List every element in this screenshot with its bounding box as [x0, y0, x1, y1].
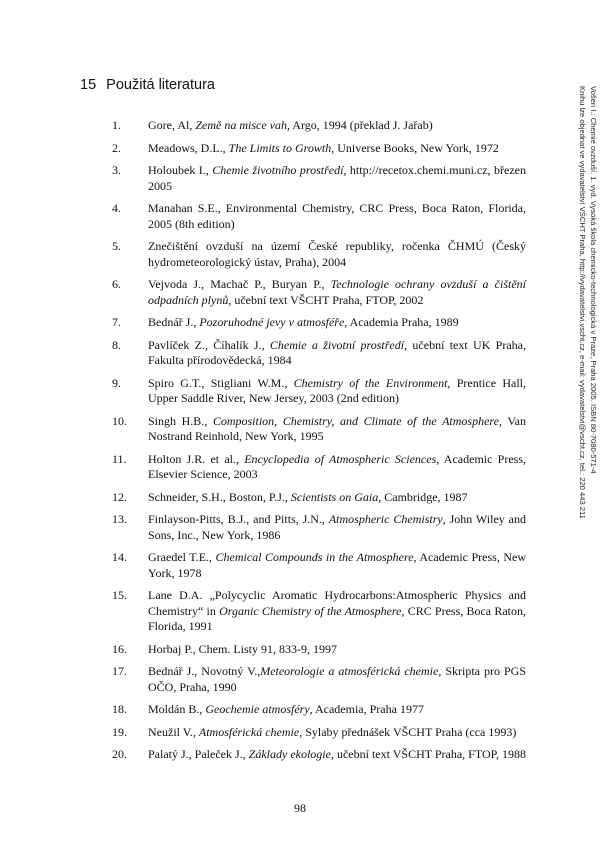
- reference-item: [108, 239, 526, 270]
- reference-segment: Horbaj P., Chem. Listy 91, 833-9, 1997: [148, 641, 337, 656]
- reference-segment: Neužil V.,: [148, 724, 199, 739]
- reference-segment: Palatý J., Paleček J.,: [148, 747, 249, 761]
- reference-segment: , http://recetox.chemi.muni.cz, březen 2005: [148, 163, 526, 193]
- reference-segment: Holton J.R. et al.,: [148, 451, 245, 466]
- reference-number: 16.: [112, 641, 127, 656]
- reference-text: [148, 163, 526, 194]
- reference-text: [148, 747, 526, 763]
- reference-text: [148, 664, 526, 695]
- reference-segment: Lane D.A. „Polycyclic Aromatic Hydrocarbons:Atmospheric Physics and Chemistry“ in: [148, 588, 526, 618]
- reference-title: Chemistry of the Environment: [293, 375, 448, 390]
- reference-text: [148, 376, 526, 407]
- reference-item: [108, 201, 526, 232]
- reference-item: [108, 642, 526, 658]
- reference-number: 6.: [112, 277, 121, 291]
- reference-item: [108, 414, 526, 445]
- reference-segment: , Cambridge, 1987: [378, 489, 468, 504]
- reference-number: 20.: [112, 747, 127, 761]
- reference-item: [108, 512, 526, 543]
- reference-segment: Znečištění ovzduší na území České republiky, ročenka ČHMÚ (Český hydrometeorologický ústav, Praha), 2004: [148, 239, 526, 269]
- reference-text: [148, 414, 526, 445]
- reference-segment: Manahan S.E., Environmental Chemistry, CRC Press, Boca Raton, Florida, 2005 (8th edition): [148, 201, 526, 231]
- reference-segment: Bednář J., Novotný V.,: [148, 664, 261, 678]
- reference-segment: Vejvoda J., Machač P., Buryan P.,: [148, 277, 331, 291]
- reference-segment: , Prentice Hall, Upper Saddle River, New Jersey, 2003 (2nd edition): [148, 375, 526, 405]
- reference-segment: Meadows, D.L.,: [148, 140, 229, 155]
- reference-text: [148, 239, 526, 270]
- reference-title: Encyclopedia of Atmospheric Sciences: [244, 451, 437, 466]
- reference-item: [108, 702, 526, 718]
- side-note-line-1: Vošeri I.: Chemie ovzduší. 1. vyd. Vysoká škola chemicko-technologická v Praze, Praha 2005. ISBN 80-7080-571-4: [589, 86, 598, 474]
- reference-text: [148, 452, 526, 483]
- reference-item: [108, 141, 526, 157]
- reference-text: [148, 702, 526, 718]
- reference-segment: , Van Nostrand Reinhold, New York, 1995: [148, 413, 526, 443]
- reference-title: Základy ekologie: [248, 747, 331, 761]
- reference-text: [148, 490, 526, 506]
- reference-segment: , učební text UK Praha, Fakulta přírodovědecká, 1984: [148, 337, 526, 367]
- reference-number: 9.: [112, 375, 121, 390]
- reference-number: 18.: [112, 702, 127, 716]
- reference-segment: , CRC Press, Boca Raton, Florida, 1991: [148, 603, 526, 633]
- reference-segment: Schneider, S.H., Boston, P.J.,: [148, 489, 291, 504]
- reference-item: [108, 338, 526, 369]
- reference-item: [108, 588, 526, 635]
- reference-title: The Limits to Growth: [228, 140, 332, 155]
- reference-title: Composition, Chemistry, and Climate of the Atmosphere: [212, 413, 499, 428]
- reference-title: Země na misce vah: [195, 118, 287, 132]
- reference-item: [108, 376, 526, 407]
- reference-item: [108, 163, 526, 194]
- reference-text: [148, 277, 526, 308]
- reference-item: [108, 664, 526, 695]
- reference-title: Geochemie atmosféry: [205, 702, 310, 716]
- section-title: Použitá literatura: [106, 77, 215, 93]
- reference-text: [148, 201, 526, 232]
- reference-segment: , Academia Praha, 1989: [344, 315, 459, 329]
- reference-text: [148, 642, 526, 658]
- reference-segment: , Academic Press, New York, 1978: [148, 550, 526, 580]
- reference-text: [148, 118, 526, 134]
- reference-segment: , John Wiley and Sons, Inc., New York, 1986: [148, 512, 526, 542]
- reference-item: [108, 725, 526, 741]
- reference-segment: , učební text VŠCHT Praha, FTOP, 2002: [228, 292, 424, 307]
- reference-item: [108, 118, 526, 134]
- side-note: [573, 86, 599, 646]
- reference-segment: Pavlíček Z., Číhalík J.,: [148, 337, 270, 352]
- reference-segment: Holoubek I.,: [148, 163, 213, 177]
- reference-text: [148, 512, 526, 543]
- reference-segment: Singh H.B.,: [148, 413, 213, 428]
- page-number: 98: [294, 801, 306, 815]
- reference-text: [148, 338, 526, 369]
- reference-title: Organic Chemistry of the Atmosphere: [219, 603, 402, 618]
- reference-number: 10.: [112, 413, 127, 428]
- reference-number: 1.: [112, 118, 121, 132]
- reference-number: 17.: [112, 664, 127, 678]
- reference-segment: Moldán B.,: [148, 702, 206, 716]
- reference-item: [108, 490, 526, 506]
- reference-item: [108, 315, 526, 331]
- reference-segment: , učební text VŠCHT Praha, FTOP, 1988: [330, 747, 526, 761]
- reference-title: Scientists on Gaia: [290, 489, 379, 504]
- reference-segment: Spiro G.T., Stigliani W.M.,: [148, 375, 294, 390]
- reference-title: Atmosférická chemie: [198, 724, 300, 739]
- reference-number: 13.: [112, 512, 127, 526]
- reference-segment: Bednář J.,: [148, 315, 200, 329]
- reference-title: Atmospheric Chemistry: [328, 512, 443, 526]
- reference-number: 11.: [112, 451, 127, 466]
- reference-segment: Finlayson-Pitts, B.J., and Pitts, J.N.,: [148, 512, 329, 526]
- reference-segment: , Academia, Praha 1977: [309, 702, 424, 716]
- reference-title: Technologie ochrany ovzduší a čištění odpadních plynů: [148, 277, 526, 307]
- section-heading: [80, 77, 215, 93]
- reference-number: 4.: [112, 201, 121, 215]
- reference-text: [148, 588, 526, 635]
- reference-number: 15.: [112, 588, 127, 602]
- reference-text: [148, 550, 526, 581]
- reference-item: [108, 452, 526, 483]
- reference-segment: , Academic Press, Elsevier Science, 2003: [148, 451, 526, 481]
- reference-title: Meteorologie a atmosférická chemie,: [260, 664, 442, 678]
- reference-title: Chemie a životní prostředí: [269, 337, 405, 352]
- reference-text: [148, 725, 526, 741]
- reference-title: Pozoruhodné jevy v atmosféře: [199, 315, 345, 329]
- reference-segment: , Argo, 1994 (překlad J. Jařab): [286, 118, 433, 132]
- reference-number: 8.: [112, 337, 121, 352]
- reference-segment: Gore, Al,: [148, 118, 196, 132]
- reference-title: Chemical Compounds in the Atmosphere: [215, 550, 414, 564]
- reference-number: 12.: [112, 489, 127, 504]
- reference-segment: Skripta pro PGS OČO, Praha, 1990: [148, 664, 526, 694]
- reference-number: 14.: [112, 550, 127, 564]
- reference-number: 19.: [112, 724, 127, 739]
- reference-text: [148, 315, 526, 331]
- reference-segment: , Sylaby přednášek VŠCHT Praha (cca 1993): [299, 724, 517, 739]
- reference-text: [148, 141, 526, 157]
- reference-number: 3.: [112, 163, 121, 177]
- section-number: 15: [80, 77, 97, 93]
- reference-number: 7.: [112, 315, 121, 329]
- reference-segment: Graedel T.E.,: [148, 550, 216, 564]
- side-note-line-2: Knihu lze objednat ve vydavatelství VŠCHT Praha, http://vydavatelstvi.vscht.cz, e-mail: vydavatelstvi@vscht.cz, tel.: 220 443 211: [578, 86, 587, 519]
- reference-title: Chemie životního prostředí: [212, 163, 344, 177]
- reference-item: [108, 277, 526, 308]
- reference-number: 5.: [112, 239, 121, 253]
- reference-item: [108, 550, 526, 581]
- reference-item: [108, 747, 526, 763]
- reference-list: [108, 118, 526, 770]
- reference-segment: , Universe Books, New York, 1972: [331, 140, 499, 155]
- reference-number: 2.: [112, 140, 121, 155]
